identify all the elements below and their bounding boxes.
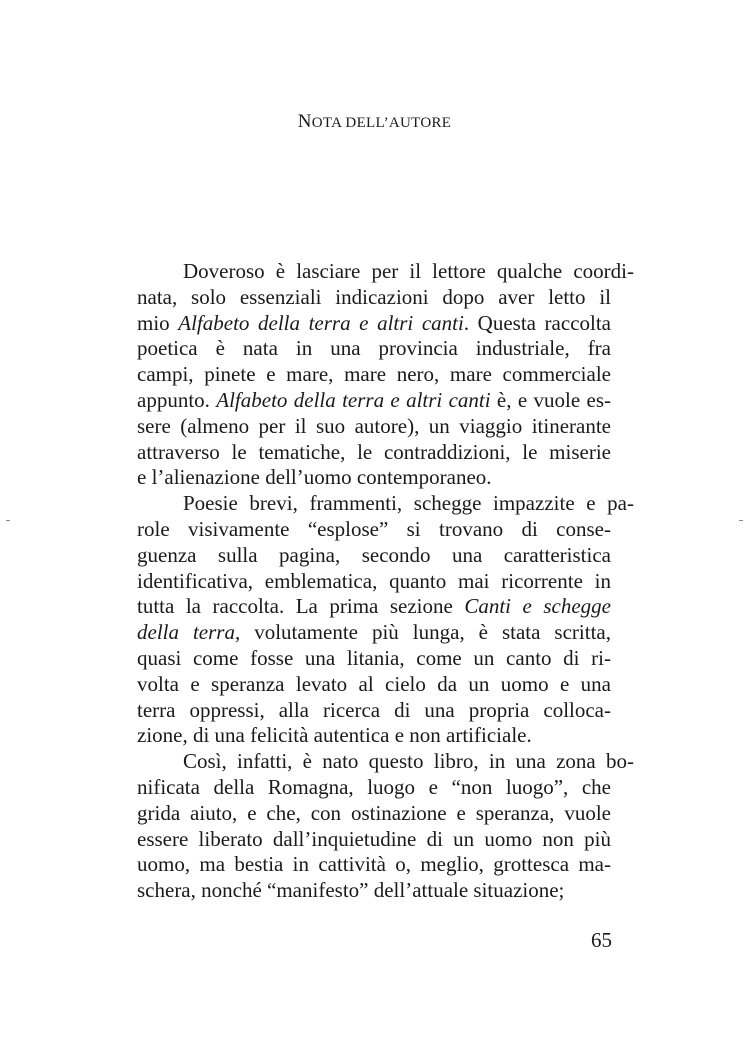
- italic-title: Alfabeto della terra e altri canti: [178, 310, 464, 335]
- text-segment: nificata della Romagna, luogo e “non luogo”, che: [137, 774, 611, 799]
- page-number: 65: [591, 928, 612, 952]
- text-line: [137, 465, 611, 491]
- text-segment: uomo, ma bestia in cattività o, meglio, grottesca ma-: [137, 852, 611, 877]
- crop-mark-right: [739, 520, 743, 521]
- text-line: [137, 543, 611, 569]
- text-segment: identificativa, emblematica, quanto mai ricorrente in: [137, 568, 611, 593]
- text-line: [137, 827, 611, 853]
- text-line: [137, 878, 611, 904]
- italic-title: Canti e schegge: [464, 594, 611, 619]
- text-line: [137, 723, 611, 749]
- text-line: [137, 749, 634, 775]
- text-line: [137, 517, 611, 543]
- text-segment: grida aiuto, e che, con ostinazione e speranza, vuole: [137, 800, 611, 825]
- text-segment: e l’alienazione dell’uomo contemporaneo.: [137, 465, 492, 490]
- text-segment: schera, nonché “manifesto” dell’attuale situazione;: [137, 878, 565, 903]
- text-line: [137, 285, 611, 311]
- text-segment: volta e speranza levato al cielo da un uomo e una: [137, 671, 611, 696]
- italic-title: Alfabeto della terra e altri canti: [216, 387, 491, 412]
- running-header-initial: N: [297, 111, 312, 132]
- text-segment: è, e vuole es-: [490, 387, 611, 412]
- text-line: [137, 362, 611, 388]
- italic-title: della terra: [137, 620, 235, 645]
- text-segment: mio: [137, 310, 179, 335]
- text-line: [137, 491, 634, 517]
- text-segment: poetica è nata in una provincia industriale, fra: [137, 336, 611, 361]
- crop-mark-left: [6, 520, 10, 521]
- text-segment: sere (almeno per il suo autore), un viaggio itinerante: [137, 413, 611, 438]
- text-line: [137, 672, 611, 698]
- text-segment: nata, solo essenziali indicazioni dopo aver letto il: [137, 284, 611, 309]
- text-segment: attraverso le tematiche, le contraddizioni, le miserie: [137, 439, 611, 464]
- text-line: [137, 311, 611, 337]
- text-line: [137, 388, 611, 414]
- text-line: [137, 698, 611, 724]
- text-segment: Così, infatti, è nato questo libro, in una zona bo-: [183, 749, 634, 774]
- text-segment: essere liberato dall’inquietudine di un uomo non più: [137, 826, 611, 851]
- text-line: [137, 775, 611, 801]
- text-line: [137, 336, 611, 362]
- text-segment: role visivamente “esplose” si trovano di conse-: [137, 516, 611, 541]
- text-segment: Poesie brevi, frammenti, schegge impazzite e pa-: [183, 491, 634, 516]
- text-line: [137, 414, 611, 440]
- text-line: [137, 801, 611, 827]
- text-segment: zione, di una felicità autentica e non artificiale.: [137, 723, 532, 748]
- text-line: [137, 852, 611, 878]
- text-segment: Doveroso è lasciare per il lettore qualche coordi-: [183, 259, 634, 283]
- running-header-rest: OTA DELL’AUTORE: [311, 115, 452, 131]
- text-segment: tutta la raccolta. La prima sezione: [137, 594, 465, 619]
- text-segment: quasi come fosse una litania, come un canto di ri-: [137, 645, 611, 670]
- text-segment: guenza sulla pagina, secondo una caratteristica: [137, 542, 611, 567]
- text-segment: . Questa raccolta: [463, 310, 612, 335]
- text-segment: terra oppressi, alla ricerca di una propria colloca-: [137, 697, 611, 722]
- text-segment: appunto.: [137, 387, 217, 412]
- running-header: [0, 111, 749, 133]
- text-line: [137, 569, 611, 595]
- text-segment: , volutamente più lunga, è stata scritta,: [234, 620, 611, 645]
- text-line: [137, 646, 611, 672]
- text-line: [137, 259, 634, 285]
- body-text: [137, 259, 634, 904]
- text-line: [137, 440, 611, 466]
- text-line: [137, 620, 611, 646]
- text-segment: campi, pinete e mare, mare nero, mare commerciale: [137, 362, 611, 387]
- text-line: [137, 594, 611, 620]
